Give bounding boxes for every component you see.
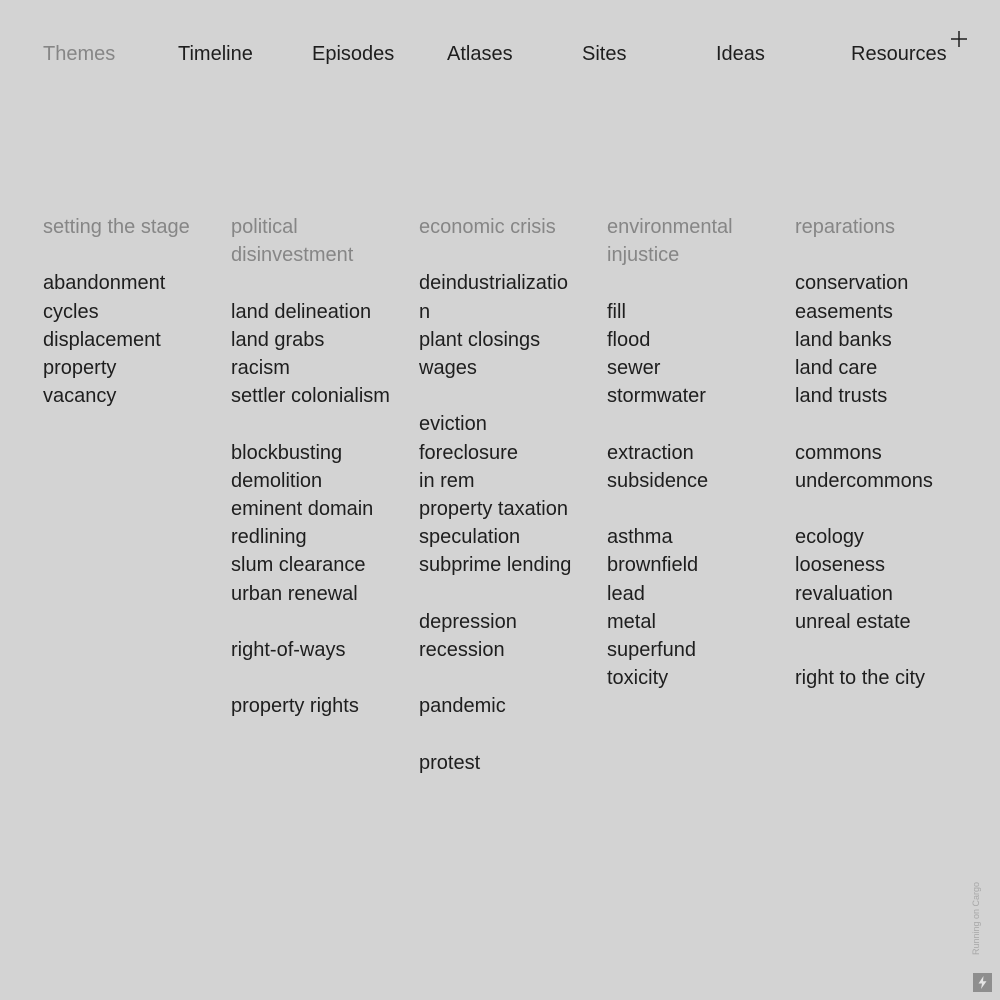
- term-link[interactable]: ecology: [795, 526, 864, 549]
- term-link[interactable]: displacement: [43, 328, 161, 351]
- term-link[interactable]: foreclosure: [419, 441, 518, 464]
- term-link[interactable]: speculation: [419, 526, 521, 549]
- term-group: [231, 636, 391, 664]
- term-link[interactable]: subprime lending: [419, 554, 572, 577]
- term-link[interactable]: property: [43, 357, 117, 379]
- term-group: [795, 269, 955, 410]
- term-link[interactable]: recession: [419, 639, 505, 661]
- column-heading[interactable]: economic crisis: [419, 216, 556, 238]
- column-heading[interactable]: political disinvestment: [231, 216, 354, 267]
- term-link[interactable]: urban renewal: [231, 582, 358, 605]
- term-link[interactable]: property rights: [231, 695, 359, 718]
- term-link[interactable]: toxicity: [607, 667, 669, 690]
- term-link[interactable]: protest: [419, 751, 481, 774]
- term-link[interactable]: land banks: [795, 328, 892, 351]
- term-link[interactable]: revaluation: [795, 582, 893, 605]
- term-link[interactable]: pandemic: [419, 695, 506, 718]
- term-group: [419, 269, 579, 382]
- plus-icon[interactable]: [948, 28, 970, 50]
- column-heading[interactable]: environmental injustice: [607, 216, 733, 267]
- term-group: [231, 298, 391, 411]
- term-group: [795, 523, 955, 636]
- term-link[interactable]: land delineation: [231, 300, 372, 323]
- lightning-bolt-icon[interactable]: [973, 973, 992, 992]
- term-group: [607, 523, 767, 692]
- column-economic-crisis: [419, 213, 579, 777]
- term-link[interactable]: superfund: [607, 639, 696, 661]
- nav-ideas[interactable]: Ideas: [716, 43, 765, 65]
- term-link[interactable]: easements: [795, 300, 893, 323]
- term-link[interactable]: land trusts: [795, 385, 888, 408]
- column-political-disinvestment: [231, 213, 391, 721]
- term-group: [43, 269, 203, 410]
- term-link[interactable]: stormwater: [607, 385, 706, 408]
- term-link[interactable]: conservation: [795, 272, 909, 295]
- term-group: [607, 439, 767, 495]
- term-link[interactable]: asthma: [607, 526, 673, 549]
- term-group: [419, 692, 579, 720]
- term-link[interactable]: land care: [795, 357, 878, 379]
- term-link[interactable]: lead: [607, 582, 645, 605]
- term-link[interactable]: brownfield: [607, 554, 699, 577]
- term-group: [607, 298, 767, 411]
- running-on-cargo-link[interactable]: Running on Cargo: [971, 881, 981, 955]
- term-link[interactable]: blockbusting: [231, 441, 343, 464]
- term-group: [419, 749, 579, 777]
- term-link[interactable]: slum clearance: [231, 554, 366, 577]
- nav-themes[interactable]: Themes: [43, 43, 116, 65]
- term-link[interactable]: right to the city: [795, 667, 926, 690]
- term-link[interactable]: deindustrialization: [419, 272, 568, 323]
- term-group: [419, 410, 579, 579]
- term-link[interactable]: cycles: [43, 300, 99, 323]
- term-link[interactable]: metal: [607, 610, 656, 633]
- term-link[interactable]: vacancy: [43, 385, 117, 408]
- term-link[interactable]: demolition: [231, 469, 323, 492]
- term-link[interactable]: land grabs: [231, 328, 325, 351]
- term-group: [795, 664, 955, 692]
- term-link[interactable]: abandonment: [43, 272, 166, 295]
- term-link[interactable]: redlining: [231, 526, 307, 549]
- term-group: [231, 439, 391, 608]
- term-link[interactable]: unreal estate: [795, 610, 911, 633]
- term-group: [231, 692, 391, 720]
- term-link[interactable]: in rem: [419, 469, 475, 492]
- term-link[interactable]: depression: [419, 610, 517, 633]
- term-link[interactable]: flood: [607, 328, 651, 351]
- term-link[interactable]: settler colonialism: [231, 385, 390, 408]
- term-link[interactable]: undercommons: [795, 469, 933, 492]
- column-heading[interactable]: setting the stage: [43, 216, 190, 238]
- term-link[interactable]: right-of-ways: [231, 639, 346, 661]
- column-heading[interactable]: reparations: [795, 216, 896, 238]
- term-link[interactable]: property taxation: [419, 498, 568, 520]
- term-link[interactable]: extraction: [607, 441, 694, 464]
- term-link[interactable]: looseness: [795, 554, 886, 577]
- term-group: [419, 608, 579, 664]
- term-link[interactable]: eminent domain: [231, 498, 374, 520]
- nav-timeline[interactable]: Timeline: [178, 43, 253, 65]
- column-setting-the-stage: [43, 213, 203, 410]
- nav-resources[interactable]: Resources: [851, 43, 947, 65]
- nav-sites[interactable]: Sites: [582, 43, 627, 65]
- column-environmental-injustice: [607, 213, 767, 692]
- column-reparations: [795, 213, 955, 692]
- term-link[interactable]: plant closings: [419, 328, 541, 351]
- nav-episodes[interactable]: Episodes: [312, 43, 395, 65]
- term-link[interactable]: racism: [231, 357, 290, 379]
- nav-atlases[interactable]: Atlases: [447, 43, 513, 65]
- term-link[interactable]: wages: [419, 357, 477, 379]
- term-link[interactable]: eviction: [419, 413, 487, 436]
- term-link[interactable]: subsidence: [607, 469, 709, 492]
- term-group: [795, 439, 955, 495]
- term-link[interactable]: fill: [607, 300, 626, 323]
- term-link[interactable]: commons: [795, 441, 882, 464]
- term-link[interactable]: sewer: [607, 357, 661, 379]
